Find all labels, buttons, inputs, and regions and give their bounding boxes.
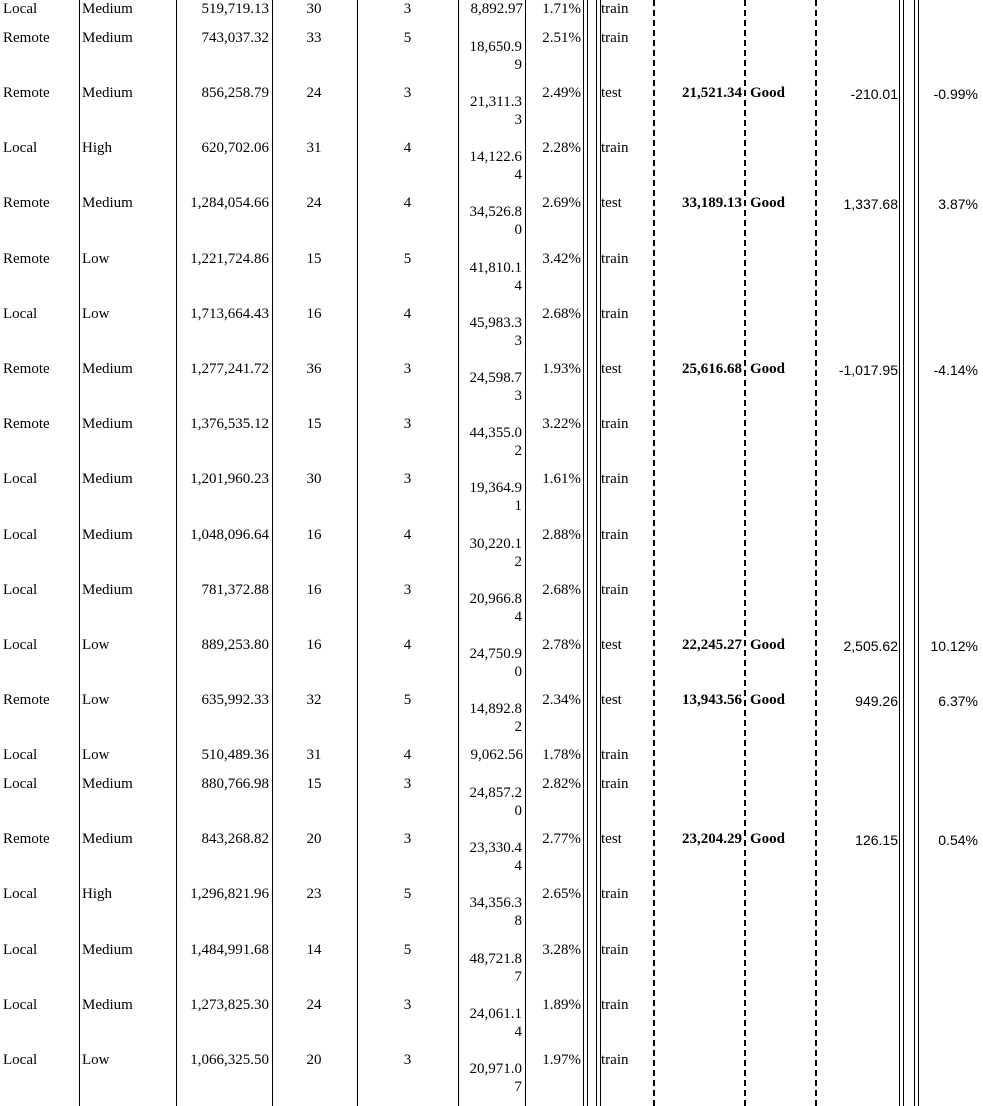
- cell-amount: 843,268.82: [201, 831, 269, 847]
- cell-amount: 1,048,096.64: [190, 527, 269, 543]
- cell-pct: 1.61%: [542, 471, 581, 487]
- column-divider: [744, 0, 746, 1106]
- cell-pct: 1.93%: [542, 361, 581, 377]
- cell-pct: 2.78%: [542, 637, 581, 653]
- cell-n2: 3: [403, 831, 412, 847]
- cell-val: 34,356.38: [469, 895, 522, 929]
- cell-split: train: [601, 776, 629, 792]
- cell-qual: Good: [750, 692, 786, 708]
- cell-amount: 1,713,664.43: [190, 306, 269, 322]
- cell-n2: 3: [403, 582, 412, 598]
- column-divider: [176, 0, 177, 1106]
- column-divider: [458, 0, 459, 1106]
- cell-n1: 16: [306, 582, 322, 598]
- cell-level: Low: [82, 251, 110, 267]
- cell-split: test: [601, 637, 622, 653]
- cell-pct: 1.89%: [542, 997, 581, 1013]
- cell-pred: 22,245.27: [682, 637, 742, 653]
- cell-val: 14,122.64: [469, 149, 522, 183]
- cell-level: Medium: [82, 416, 133, 432]
- cell-qual: Good: [750, 85, 786, 101]
- cell-amount: 1,376,535.12: [190, 416, 269, 432]
- cell-val: 24,598.73: [469, 370, 522, 404]
- cell-amount: 1,484,991.68: [190, 942, 269, 958]
- cell-split: train: [601, 471, 629, 487]
- cell-n2: 5: [403, 942, 412, 958]
- cell-n1: 20: [306, 1052, 322, 1068]
- cell-pct: 2.82%: [542, 776, 581, 792]
- cell-amount: 1,284,054.66: [190, 195, 269, 211]
- cell-amount: 1,273,825.30: [190, 997, 269, 1013]
- cell-n2: 3: [403, 361, 412, 377]
- column-divider: [357, 0, 358, 1106]
- cell-level: Medium: [82, 1, 133, 17]
- cell-diff: 1,337.68: [843, 196, 898, 212]
- cell-pct: 2.34%: [542, 692, 581, 708]
- cell-n1: 30: [306, 1, 322, 17]
- cell-n2: 5: [403, 692, 412, 708]
- column-divider: [653, 0, 655, 1106]
- cell-val: 9,062.56: [470, 747, 523, 763]
- cell-n1: 16: [306, 637, 322, 653]
- cell-diffpct: 3.87%: [938, 196, 978, 212]
- cell-n2: 5: [403, 30, 412, 46]
- cell-n1: 16: [306, 306, 322, 322]
- cell-level: Low: [82, 637, 110, 653]
- cell-pct: 2.68%: [542, 582, 581, 598]
- cell-diff: 126.15: [855, 832, 898, 848]
- cell-n2: 4: [403, 637, 412, 653]
- cell-n1: 20: [306, 831, 322, 847]
- cell-n1: 15: [306, 776, 322, 792]
- cell-diff: 2,505.62: [843, 638, 898, 654]
- cell-pct: 2.65%: [542, 886, 581, 902]
- cell-val: 18,650.99: [469, 39, 522, 73]
- column-divider: [914, 0, 919, 1106]
- cell-level: Medium: [82, 195, 133, 211]
- cell-loc: Local: [3, 1, 38, 17]
- column-divider: [899, 0, 904, 1106]
- cell-split: train: [601, 1, 629, 17]
- cell-pct: 1.78%: [542, 747, 581, 763]
- cell-level: Medium: [82, 30, 133, 46]
- cell-n2: 3: [403, 416, 412, 432]
- cell-qual: Good: [750, 361, 786, 377]
- cell-pred: 13,943.56: [682, 692, 742, 708]
- cell-val: 23,330.44: [469, 840, 522, 874]
- cell-level: Low: [82, 1052, 110, 1068]
- column-divider: [79, 0, 80, 1106]
- cell-loc: Local: [3, 637, 38, 653]
- cell-loc: Local: [3, 527, 38, 543]
- cell-level: Medium: [82, 361, 133, 377]
- cell-amount: 1,201,960.23: [190, 471, 269, 487]
- cell-n2: 3: [403, 85, 412, 101]
- cell-split: train: [601, 942, 629, 958]
- cell-n1: 23: [306, 886, 322, 902]
- cell-amount: 519,719.13: [201, 1, 269, 17]
- cell-amount: 635,992.33: [201, 692, 269, 708]
- cell-n1: 14: [306, 942, 322, 958]
- cell-level: Medium: [82, 471, 133, 487]
- cell-amount: 1,066,325.50: [190, 1052, 269, 1068]
- cell-loc: Local: [3, 747, 38, 763]
- cell-n2: 5: [403, 251, 412, 267]
- cell-n2: 5: [403, 886, 412, 902]
- cell-pct: 2.51%: [542, 30, 581, 46]
- cell-split: test: [601, 692, 622, 708]
- cell-level: Low: [82, 306, 110, 322]
- cell-amount: 620,702.06: [201, 140, 269, 156]
- cell-val: 24,061.14: [469, 1006, 522, 1040]
- cell-loc: Local: [3, 1052, 38, 1068]
- cell-loc: Local: [3, 997, 38, 1013]
- cell-pct: 3.42%: [542, 251, 581, 267]
- cell-split: train: [601, 30, 629, 46]
- cell-level: Medium: [82, 527, 133, 543]
- cell-n1: 31: [306, 140, 322, 156]
- cell-level: Low: [82, 692, 110, 708]
- cell-pred: 23,204.29: [682, 831, 742, 847]
- cell-loc: Remote: [3, 195, 50, 211]
- cell-diff: -210.01: [850, 86, 898, 102]
- cell-n1: 15: [306, 251, 322, 267]
- cell-n1: 24: [306, 195, 322, 211]
- cell-amount: 510,489.36: [201, 747, 269, 763]
- cell-level: High: [82, 140, 112, 156]
- cell-split: test: [601, 85, 622, 101]
- cell-n1: 32: [306, 692, 322, 708]
- cell-n1: 36: [306, 361, 322, 377]
- cell-split: train: [601, 1052, 629, 1068]
- cell-n2: 4: [403, 527, 412, 543]
- cell-level: Medium: [82, 582, 133, 598]
- cell-amount: 1,296,821.96: [190, 886, 269, 902]
- cell-pct: 2.77%: [542, 831, 581, 847]
- cell-n1: 24: [306, 997, 322, 1013]
- cell-diffpct: -4.14%: [933, 362, 978, 378]
- cell-split: train: [601, 140, 629, 156]
- cell-pct: 1.71%: [542, 1, 581, 17]
- cell-n1: 24: [306, 85, 322, 101]
- cell-val: 20,966.84: [469, 591, 522, 625]
- cell-amount: 880,766.98: [201, 776, 269, 792]
- cell-amount: 1,221,724.86: [190, 251, 269, 267]
- cell-loc: Local: [3, 471, 38, 487]
- cell-diffpct: -0.99%: [933, 86, 978, 102]
- cell-val: 44,355.02: [469, 425, 522, 459]
- cell-loc: Local: [3, 942, 38, 958]
- cell-loc: Remote: [3, 692, 50, 708]
- cell-val: 21,311.33: [470, 94, 522, 128]
- cell-pct: 2.28%: [542, 140, 581, 156]
- cell-n2: 4: [403, 195, 412, 211]
- cell-val: 34,526.80: [469, 204, 522, 238]
- cell-n2: 4: [403, 140, 412, 156]
- cell-n1: 33: [306, 30, 322, 46]
- cell-loc: Local: [3, 306, 38, 322]
- cell-n2: 3: [403, 776, 412, 792]
- cell-val: 14,892.82: [469, 701, 522, 735]
- cell-loc: Remote: [3, 831, 50, 847]
- cell-pred: 21,521.34: [682, 85, 742, 101]
- cell-loc: Remote: [3, 30, 50, 46]
- cell-diffpct: 0.54%: [938, 832, 978, 848]
- cell-level: Medium: [82, 942, 133, 958]
- cell-loc: Local: [3, 140, 38, 156]
- cell-pct: 2.69%: [542, 195, 581, 211]
- cell-pct: 2.88%: [542, 527, 581, 543]
- cell-level: Low: [82, 747, 110, 763]
- column-divider: [583, 0, 588, 1106]
- cell-loc: Remote: [3, 416, 50, 432]
- cell-pct: 3.22%: [542, 416, 581, 432]
- cell-split: train: [601, 306, 629, 322]
- cell-val: 8,892.97: [470, 1, 523, 17]
- cell-diff: -1,017.95: [838, 362, 898, 378]
- cell-split: train: [601, 582, 629, 598]
- cell-loc: Remote: [3, 85, 50, 101]
- cell-loc: Local: [3, 582, 38, 598]
- cell-pred: 33,189.13: [682, 195, 742, 211]
- cell-loc: Remote: [3, 361, 50, 377]
- cell-diffpct: 10.12%: [930, 638, 978, 654]
- cell-amount: 889,253.80: [201, 637, 269, 653]
- cell-qual: Good: [750, 195, 786, 211]
- cell-n1: 16: [306, 527, 322, 543]
- cell-val: 45,983.33: [469, 315, 522, 349]
- cell-n2: 3: [403, 1, 412, 17]
- column-divider: [815, 0, 817, 1106]
- cell-split: train: [601, 997, 629, 1013]
- cell-level: Medium: [82, 997, 133, 1013]
- cell-val: 48,721.87: [469, 951, 522, 985]
- cell-n2: 3: [403, 997, 412, 1013]
- cell-amount: 856,258.79: [201, 85, 269, 101]
- cell-n2: 4: [403, 747, 412, 763]
- cell-amount: 781,372.88: [201, 582, 269, 598]
- cell-level: Medium: [82, 831, 133, 847]
- cell-amount: 743,037.32: [201, 30, 269, 46]
- cell-split: train: [601, 251, 629, 267]
- cell-n2: 3: [403, 471, 412, 487]
- column-divider: [272, 0, 273, 1106]
- cell-split: train: [601, 527, 629, 543]
- cell-amount: 1,277,241.72: [190, 361, 269, 377]
- cell-n2: 3: [403, 1052, 412, 1068]
- cell-pct: 2.49%: [542, 85, 581, 101]
- cell-val: 30,220.12: [469, 536, 522, 570]
- cell-val: 20,971.07: [469, 1061, 522, 1095]
- cell-val: 19,364.91: [469, 480, 522, 514]
- cell-split: train: [601, 886, 629, 902]
- cell-level: Medium: [82, 85, 133, 101]
- cell-qual: Good: [750, 831, 786, 847]
- cell-split: test: [601, 361, 622, 377]
- cell-val: 24,750.90: [469, 646, 522, 680]
- cell-diff: 949.26: [855, 693, 898, 709]
- cell-pred: 25,616.68: [682, 361, 742, 377]
- cell-n1: 30: [306, 471, 322, 487]
- column-divider: [525, 0, 526, 1106]
- cell-val: 41,810.14: [469, 260, 522, 294]
- cell-n1: 15: [306, 416, 322, 432]
- cell-val: 24,857.20: [469, 785, 522, 819]
- cell-qual: Good: [750, 637, 786, 653]
- cell-split: train: [601, 747, 629, 763]
- cell-split: test: [601, 831, 622, 847]
- cell-loc: Local: [3, 776, 38, 792]
- cell-pct: 2.68%: [542, 306, 581, 322]
- cell-n2: 4: [403, 306, 412, 322]
- cell-diffpct: 6.37%: [938, 693, 978, 709]
- cell-split: test: [601, 195, 622, 211]
- cell-loc: Remote: [3, 251, 50, 267]
- cell-pct: 3.28%: [542, 942, 581, 958]
- cell-level: Medium: [82, 776, 133, 792]
- cell-level: High: [82, 886, 112, 902]
- cell-pct: 1.97%: [542, 1052, 581, 1068]
- cell-n1: 31: [306, 747, 322, 763]
- cell-loc: Local: [3, 886, 38, 902]
- cell-split: train: [601, 416, 629, 432]
